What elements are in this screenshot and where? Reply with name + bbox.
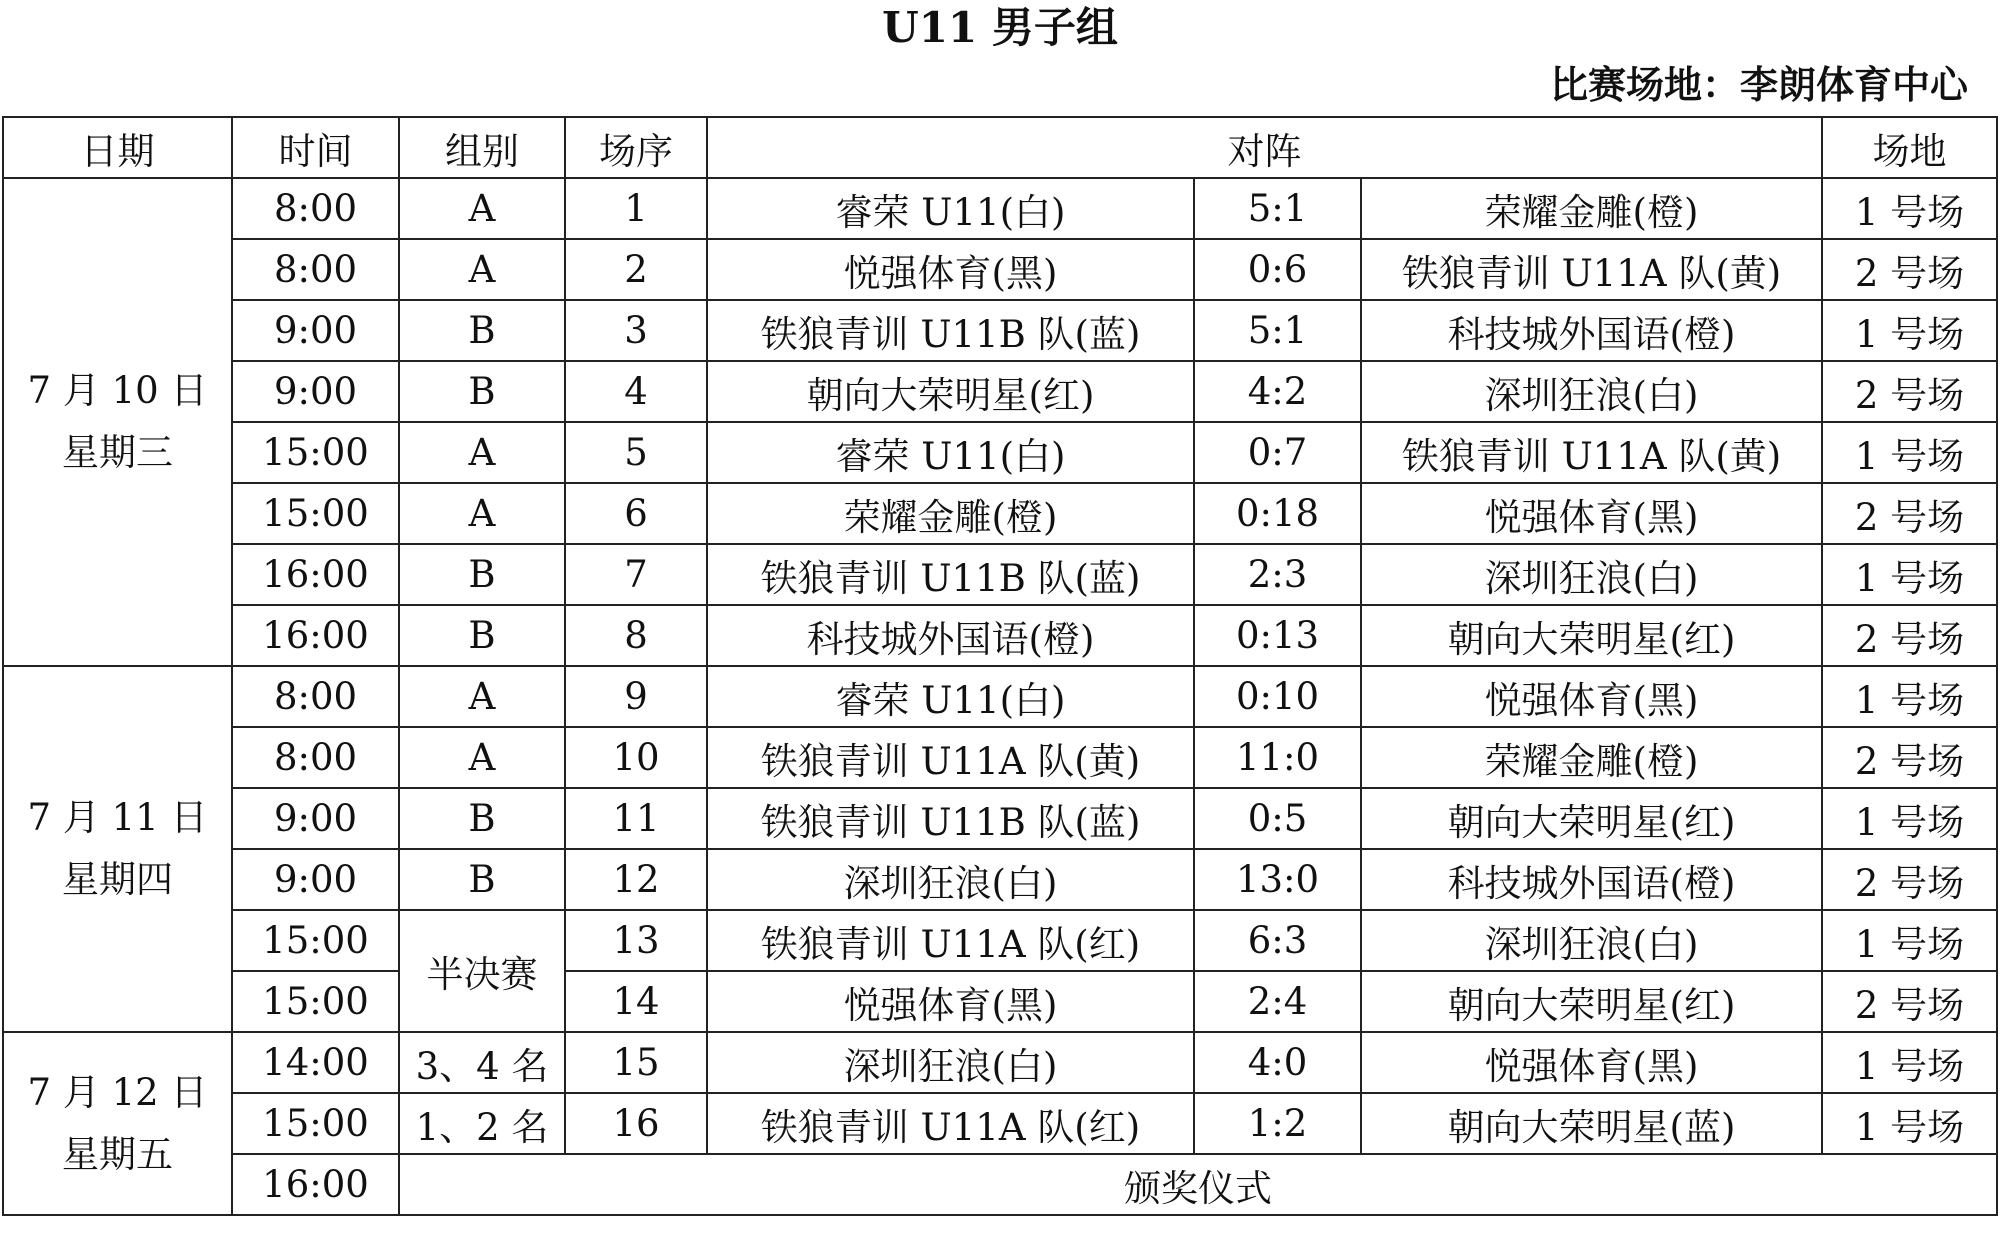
- venue-label: 比赛场地：李朗体育中心: [1549, 63, 1968, 107]
- order-cell: 13: [565, 910, 707, 971]
- time-cell: 8:00: [232, 178, 399, 239]
- away-team-cell: 朝向大荣明星(红): [1361, 605, 1822, 666]
- group-cell: B: [399, 361, 565, 422]
- group-cell: B: [399, 300, 565, 361]
- away-team-cell: 铁狼青训 U11A 队(黄): [1361, 239, 1822, 300]
- field-cell: 1 号场: [1822, 910, 1997, 971]
- away-team-cell: 朝向大荣明星(蓝): [1361, 1093, 1822, 1154]
- weekday-text: 星期四: [62, 858, 173, 901]
- ceremony-time-cell: 16:00: [232, 1154, 399, 1215]
- field-cell: 1 号场: [1822, 300, 1997, 361]
- order-cell: 15: [565, 1032, 707, 1093]
- home-team-cell: 睿荣 U11(白): [707, 178, 1194, 239]
- score-cell: 0:10: [1194, 666, 1361, 727]
- field-cell: 1 号场: [1822, 1032, 1997, 1093]
- group-cell: A: [399, 666, 565, 727]
- table-row: [3, 727, 1997, 788]
- score-cell: 6:3: [1194, 910, 1361, 971]
- schedule-table: [2, 116, 1998, 1216]
- home-team-cell: 铁狼青训 U11B 队(蓝): [707, 300, 1194, 361]
- time-cell: 9:00: [232, 788, 399, 849]
- score-cell: 0:13: [1194, 605, 1361, 666]
- score-cell: 1:2: [1194, 1093, 1361, 1154]
- score-cell: 13:0: [1194, 849, 1361, 910]
- field-cell: 2 号场: [1822, 605, 1997, 666]
- away-team-cell: 朝向大荣明星(红): [1361, 788, 1822, 849]
- score-cell: 0:5: [1194, 788, 1361, 849]
- time-cell: 16:00: [232, 605, 399, 666]
- order-cell: 14: [565, 971, 707, 1032]
- table-row: [3, 1032, 1997, 1093]
- order-cell: 10: [565, 727, 707, 788]
- date-text: 7 月 12 日: [27, 1070, 208, 1114]
- order-cell: 12: [565, 849, 707, 910]
- score-cell: 2:3: [1194, 544, 1361, 605]
- group-cell: B: [399, 849, 565, 910]
- header-group: 组别: [399, 117, 565, 178]
- score-cell: 5:1: [1194, 178, 1361, 239]
- weekday-text: 星期五: [62, 1132, 173, 1176]
- time-cell: 15:00: [232, 1093, 399, 1154]
- home-team-cell: 铁狼青训 U11B 队(蓝): [707, 544, 1194, 605]
- home-team-cell: 悦强体育(黑): [707, 239, 1194, 300]
- home-team-cell: 睿荣 U11(白): [707, 422, 1194, 483]
- time-cell: 8:00: [232, 727, 399, 788]
- time-cell: 9:00: [232, 361, 399, 422]
- away-team-cell: 悦强体育(黑): [1361, 1032, 1822, 1093]
- home-team-cell: 铁狼青训 U11A 队(红): [707, 1093, 1194, 1154]
- page-title: U11 男子组: [882, 3, 1118, 52]
- semifinal-cell: 半决赛: [399, 910, 565, 1032]
- field-cell: 2 号场: [1822, 727, 1997, 788]
- order-cell: 6: [565, 483, 707, 544]
- away-team-cell: 悦强体育(黑): [1361, 483, 1822, 544]
- time-cell: 15:00: [232, 910, 399, 971]
- order-cell: 16: [565, 1093, 707, 1154]
- time-cell: 9:00: [232, 849, 399, 910]
- header-row: [3, 117, 1997, 178]
- home-team-cell: 荣耀金雕(橙): [707, 483, 1194, 544]
- table-row: [3, 544, 1997, 605]
- table-row: [3, 910, 1997, 971]
- time-cell: 9:00: [232, 300, 399, 361]
- table-row: [3, 971, 1997, 1032]
- field-cell: 2 号场: [1822, 361, 1997, 422]
- table-row: [3, 666, 1997, 727]
- field-cell: 1 号场: [1822, 666, 1997, 727]
- away-team-cell: 悦强体育(黑): [1361, 666, 1822, 727]
- time-cell: 16:00: [232, 544, 399, 605]
- order-cell: 8: [565, 605, 707, 666]
- score-cell: 2:4: [1194, 971, 1361, 1032]
- field-cell: 2 号场: [1822, 239, 1997, 300]
- away-team-cell: 荣耀金雕(橙): [1361, 178, 1822, 239]
- group-cell: A: [399, 239, 565, 300]
- ceremony-row: [3, 1154, 1997, 1215]
- time-cell: 15:00: [232, 422, 399, 483]
- group-cell: B: [399, 788, 565, 849]
- group-cell: B: [399, 544, 565, 605]
- group-cell: A: [399, 483, 565, 544]
- table-row: [3, 422, 1997, 483]
- header-time: 时间: [232, 117, 399, 178]
- time-cell: 15:00: [232, 483, 399, 544]
- field-cell: 1 号场: [1822, 1093, 1997, 1154]
- time-cell: 15:00: [232, 971, 399, 1032]
- score-cell: 4:2: [1194, 361, 1361, 422]
- away-team-cell: 朝向大荣明星(红): [1361, 971, 1822, 1032]
- table-row: [3, 361, 1997, 422]
- header-date: 日期: [3, 117, 232, 178]
- table-row: [3, 483, 1997, 544]
- home-team-cell: 朝向大荣明星(红): [707, 361, 1194, 422]
- date-text: 7 月 10 日: [27, 369, 208, 412]
- order-cell: 7: [565, 544, 707, 605]
- date-cell: [3, 178, 232, 666]
- group-cell: 1、2 名: [399, 1093, 565, 1154]
- home-team-cell: 悦强体育(黑): [707, 971, 1194, 1032]
- date-text: 7 月 11 日: [27, 796, 208, 839]
- field-cell: 2 号场: [1822, 849, 1997, 910]
- group-cell: A: [399, 727, 565, 788]
- field-cell: 1 号场: [1822, 544, 1997, 605]
- away-team-cell: 铁狼青训 U11A 队(黄): [1361, 422, 1822, 483]
- away-team-cell: 科技城外国语(橙): [1361, 300, 1822, 361]
- table-row: [3, 239, 1997, 300]
- score-cell: 0:18: [1194, 483, 1361, 544]
- away-team-cell: 科技城外国语(橙): [1361, 849, 1822, 910]
- order-cell: 5: [565, 422, 707, 483]
- home-team-cell: 铁狼青训 U11B 队(蓝): [707, 788, 1194, 849]
- group-cell: 3、4 名: [399, 1032, 565, 1093]
- score-cell: 11:0: [1194, 727, 1361, 788]
- order-cell: 3: [565, 300, 707, 361]
- away-team-cell: 深圳狂浪(白): [1361, 910, 1822, 971]
- field-cell: 1 号场: [1822, 422, 1997, 483]
- table-row: [3, 300, 1997, 361]
- home-team-cell: 铁狼青训 U11A 队(红): [707, 910, 1194, 971]
- away-team-cell: 荣耀金雕(橙): [1361, 727, 1822, 788]
- field-cell: 1 号场: [1822, 178, 1997, 239]
- header-order: 场序: [565, 117, 707, 178]
- time-cell: 14:00: [232, 1032, 399, 1093]
- order-cell: 2: [565, 239, 707, 300]
- away-team-cell: 深圳狂浪(白): [1361, 544, 1822, 605]
- home-team-cell: 睿荣 U11(白): [707, 666, 1194, 727]
- away-team-cell: 深圳狂浪(白): [1361, 361, 1822, 422]
- weekday-text: 星期三: [62, 431, 173, 474]
- field-cell: 2 号场: [1822, 483, 1997, 544]
- order-cell: 1: [565, 178, 707, 239]
- order-cell: 9: [565, 666, 707, 727]
- home-team-cell: 深圳狂浪(白): [707, 1032, 1194, 1093]
- score-cell: 0:6: [1194, 239, 1361, 300]
- order-cell: 11: [565, 788, 707, 849]
- time-cell: 8:00: [232, 239, 399, 300]
- score-cell: 0:7: [1194, 422, 1361, 483]
- home-team-cell: 科技城外国语(橙): [707, 605, 1194, 666]
- date-cell: [3, 1032, 232, 1215]
- home-team-cell: 深圳狂浪(白): [707, 849, 1194, 910]
- field-cell: 2 号场: [1822, 971, 1997, 1032]
- order-cell: 4: [565, 361, 707, 422]
- time-cell: 8:00: [232, 666, 399, 727]
- table-row: [3, 605, 1997, 666]
- table-row: [3, 1093, 1997, 1154]
- score-cell: 5:1: [1194, 300, 1361, 361]
- field-cell: 1 号场: [1822, 788, 1997, 849]
- ceremony-label-cell: 颁奖仪式: [399, 1154, 1997, 1215]
- group-cell: B: [399, 605, 565, 666]
- table-row: [3, 849, 1997, 910]
- group-cell: A: [399, 422, 565, 483]
- table-row: [3, 178, 1997, 239]
- score-cell: 4:0: [1194, 1032, 1361, 1093]
- date-cell: [3, 666, 232, 1032]
- header-field: 场地: [1822, 117, 1997, 178]
- group-cell: A: [399, 178, 565, 239]
- header-matchup: 对阵: [707, 117, 1822, 178]
- table-row: [3, 788, 1997, 849]
- home-team-cell: 铁狼青训 U11A 队(黄): [707, 727, 1194, 788]
